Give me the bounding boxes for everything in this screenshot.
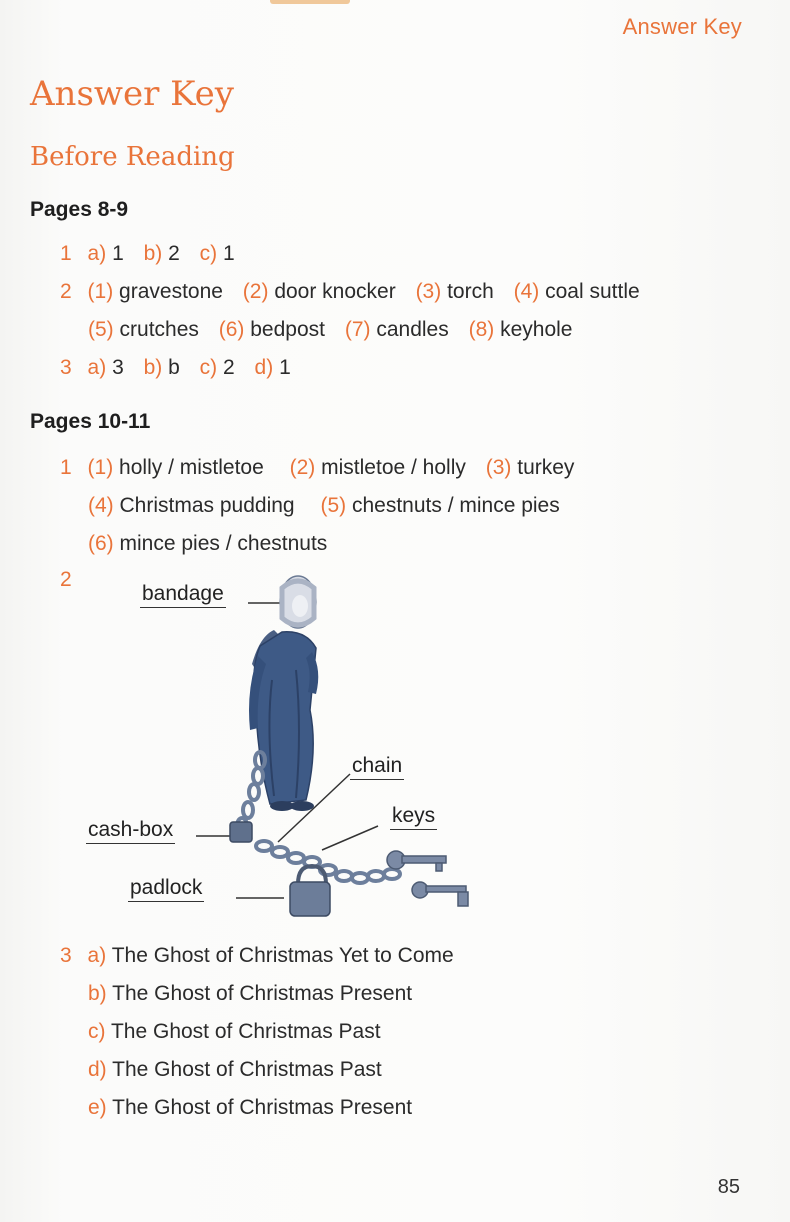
answer-label: a) [87, 242, 107, 265]
ghost-foot-right [290, 801, 314, 811]
answer-label: (2) [289, 456, 316, 479]
answer-text: candles [376, 318, 449, 341]
answer-label: (5) [320, 494, 347, 517]
label-chain: chain [350, 754, 404, 780]
answer-label: (2) [242, 280, 269, 303]
answer-8-9-q3 [60, 356, 305, 380]
answer-label: b) [143, 242, 163, 265]
answer-text: door knocker [274, 280, 396, 303]
answer-text: Christmas pudding [119, 494, 295, 517]
answer-10-11-q3-d [88, 1058, 382, 1082]
answer-text: 1 [223, 242, 235, 265]
answer-text: torch [447, 280, 494, 303]
padlock-drawing [290, 882, 330, 916]
answer-10-11-q3-a [60, 944, 454, 968]
answer-text: 1 [112, 242, 124, 265]
answer-label: (4) [513, 280, 540, 303]
answer-text: turkey [517, 456, 575, 479]
answer-text: The Ghost of Christmas Present [112, 1096, 413, 1119]
page-title: Answer Key [30, 74, 234, 114]
answer-label: c) [199, 242, 218, 265]
section-title: Before Reading [30, 142, 235, 172]
answer-text: b [168, 356, 180, 379]
answer-text: The Ghost of Christmas Present [112, 982, 413, 1005]
answer-text: 3 [112, 356, 124, 379]
answer-label: (1) [87, 456, 114, 479]
label-keys: keys [390, 804, 437, 830]
answer-text: holly / mistletoe [119, 456, 264, 479]
answer-text: The Ghost of Christmas Past [112, 1058, 382, 1081]
answer-label: e) [88, 1096, 107, 1119]
answer-10-11-q1-line3 [88, 532, 341, 556]
answer-8-9-q2-line1 [60, 280, 654, 304]
answer-8-9-q2-line2 [88, 318, 586, 342]
top-tab-strip [270, 0, 350, 4]
question-number: 2 [60, 568, 72, 591]
answer-text: 2 [223, 356, 235, 379]
answer-10-11-q1-line2 [88, 494, 574, 518]
answer-label: (3) [485, 456, 512, 479]
answer-10-11-q3-b [88, 982, 412, 1006]
answer-10-11-q1-line1 [60, 456, 588, 480]
answer-text: bedpost [250, 318, 325, 341]
marley-ghost-drawing [60, 560, 500, 940]
answer-text: keyhole [500, 318, 573, 341]
answer-10-11-q3-e [88, 1096, 412, 1120]
question-number: 1 [60, 456, 72, 479]
answer-label: d) [88, 1058, 107, 1081]
answer-label: d) [254, 356, 274, 379]
ghost-face [292, 595, 308, 617]
answer-label: c) [88, 1020, 106, 1043]
answer-label: (1) [87, 280, 114, 303]
cash-box-drawing [230, 822, 252, 842]
answer-text: mistletoe / holly [321, 456, 466, 479]
answer-label: b) [88, 982, 107, 1005]
answer-text: gravestone [119, 280, 223, 303]
label-padlock: padlock [128, 876, 204, 902]
answer-label: (6) [218, 318, 245, 341]
question-number: 3 [60, 944, 72, 967]
answer-label: (7) [344, 318, 371, 341]
answer-label: (8) [468, 318, 495, 341]
answer-label: (3) [415, 280, 442, 303]
answer-label: (6) [88, 532, 114, 555]
answer-label: a) [87, 944, 107, 967]
pages-8-9-heading: Pages 8-9 [30, 198, 129, 221]
answer-label: c) [199, 356, 218, 379]
answer-text: 1 [279, 356, 291, 379]
answer-10-11-q3-c [88, 1020, 381, 1044]
ghost-illustration [60, 560, 500, 940]
answer-text: crutches [119, 318, 199, 341]
pages-10-11-heading: Pages 10-11 [30, 410, 151, 433]
answer-text: chestnuts / mince pies [351, 494, 560, 517]
label-bandage: bandage [140, 582, 226, 608]
answer-text: 2 [168, 242, 180, 265]
leader-line-keys [322, 826, 378, 850]
answer-text: The Ghost of Christmas Past [110, 1020, 381, 1043]
answer-text: mince pies / chestnuts [119, 532, 328, 555]
answer-text: The Ghost of Christmas Yet to Come [111, 944, 454, 967]
question-number: 1 [60, 242, 72, 265]
answer-label: a) [87, 356, 107, 379]
page-number: 85 [717, 1176, 740, 1198]
answer-text: coal suttle [545, 280, 640, 303]
label-cash-box: cash-box [86, 818, 175, 844]
question-number: 2 [60, 280, 72, 303]
answer-label: b) [143, 356, 163, 379]
answer-8-9-q1 [60, 242, 249, 266]
answer-label: (4) [88, 494, 114, 517]
running-head: Answer Key [622, 14, 742, 39]
answer-label: (5) [88, 318, 114, 341]
question-number: 3 [60, 356, 72, 379]
